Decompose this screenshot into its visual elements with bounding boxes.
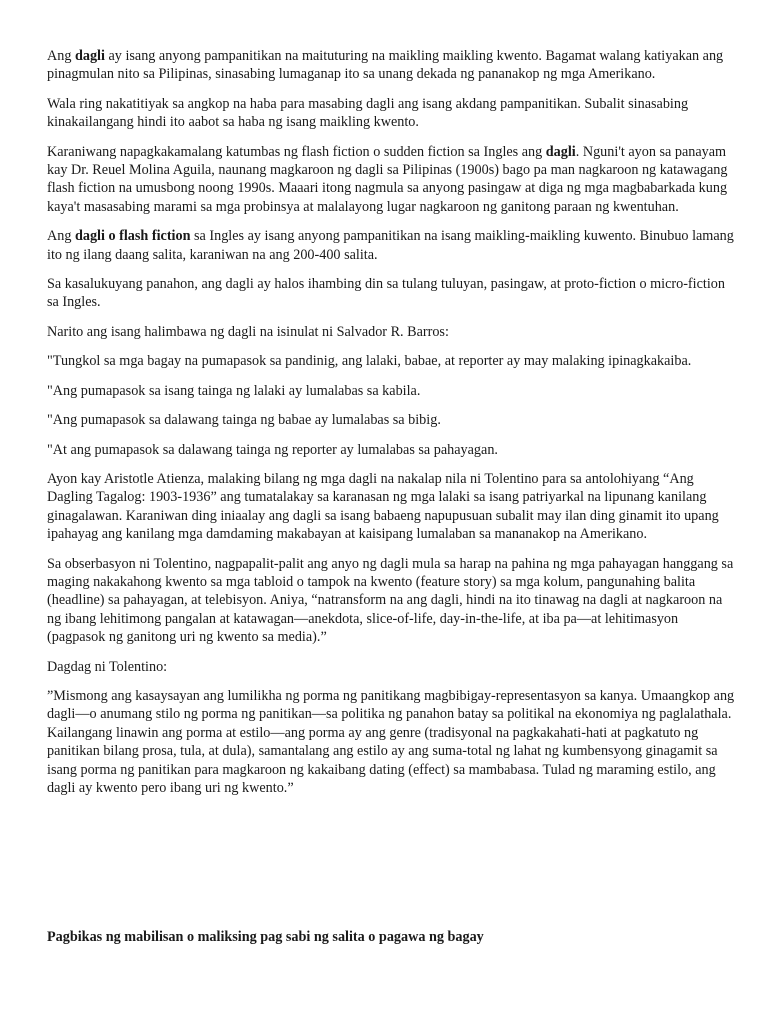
paragraph-intro — [47, 47, 737, 84]
paragraph-comparison: Sa kasalukuyang panahon, ang dagli ay halos ihambing din sa tulang tuluyan, pasingaw, at proto-fiction o micro-fiction sa Ingles. — [47, 276, 725, 311]
paragraph-example-intro: Narito ang isang halimbawa ng dagli na isinulat ni Salvador R. Barros: — [47, 323, 449, 340]
paragraph-tolentino-quote: ”Mismong ang kasaysayan ang lumilikha ng porma ng panitikang magbibigay-representasyon sa kanya. Umaangkop ang dagli—o anumang stilo ng porma ng panitikan—sa politika ng panahon batay sa politikal na ekonomiya ng paglalathala. Kailangang linawin ang porma at estilo—ang porma ay ang genre (tradisyonal na pagkakahati-hati at pagkatuto ng panitikan bilang prosa, tula, at dula), samantalang ang estilo ay ang suma-total ng lahat ng kumbensyong ginagamit sa isang porma ng panitikan para magkaroon ng kakaibang dating (effect) sa mambabasa. Tulad ng maraming estilo, ang dagli ay kwento pero ibang uri ng kwento.” — [47, 687, 735, 796]
paragraph-text: Ang — [47, 228, 75, 245]
paragraph-text: Karaniwang napagkakamalang katumbas ng flash fiction o sudden fiction sa Ingles ang — [47, 143, 546, 160]
bold-term: dagli o flash fiction — [74, 228, 191, 245]
quote-line-4: "At ang pumapasok sa dalawang tainga ng reporter ay lumalabas sa pahayagan. — [47, 441, 498, 458]
paragraph-atienza: Ayon kay Aristotle Atienza, malaking bilang ng mga dagli na nakalap nila ni Tolentino para sa antolohiyang “Ang Dagling Tagalog: 1903-1936” ang tumatalakay sa karanasan ng mga lalaki sa isang patriyarkal na lipunang kanilang ginagalawan. Karaniwan ding iniaalay ang dagli sa isang babaeng napupusuan subalit may ilan ding ginamit ito upang ipahayag ang kanilang mga damdaming makabayan at kaisipang lumalaban sa mananakop na Amerikano. — [47, 470, 719, 543]
paragraph-text: ay isang anyong pampanitikan na maituturing na maikling maikling kwento. Bagamat walang katiyakan ang pinagmulan nito sa Pilipinas, sinasabing lumaganap ito sa unang dekada ng pananakop ng mga Amerikano. — [47, 48, 724, 83]
bold-term: dagli — [74, 48, 105, 64]
bold-term: dagli — [545, 143, 576, 160]
paragraph-text: sa Ingles ay isang anyong pampanitikan na isang maikling-maikling kuwento. Binubuo lamang ito ng ilang daang salita, karaniwan na ang 200-400 salita. — [47, 228, 734, 263]
paragraph-text: Ang — [47, 48, 75, 64]
paragraph-dagdag: Dagdag ni Tolentino: — [47, 658, 168, 675]
paragraph-length: Wala ring nakatitiyak sa angkop na haba para masabing dagli ang isang akdang pampanitikan. Subalit sinasabing kinakailangang hindi ito aabot sa haba ng isang maikling kwento. — [47, 95, 689, 131]
quote-line-3: "Ang pumapasok sa dalawang tainga ng babae ay lumalabas sa bibig. — [47, 412, 441, 429]
paragraph-text: . Nguni't ayon sa panayam kay Dr. Reuel Molina Aguila, naunang magkaroon ng dagli sa Pilipinas (1900s) bago pa man nagkaroon ng katawagang flash fiction na umusbong noong 1990s. Maaari itong nagmula sa anyong pasingaw at diga ng mga magbabarkada kung kaya't masasabing marami sa mga probinsya at malalayong lugar nagkaroon ng ganitong paraan ng kwentuhan. — [47, 143, 728, 215]
quote-line-1: "Tungkol sa mga bagay na pumapasok sa pandinig, ang lalaki, babae, at reporter ay may malaking ipinagkakaiba. — [47, 353, 692, 370]
paragraph-flash-fiction — [47, 143, 737, 217]
document-body — [47, 47, 737, 808]
paragraph-tolentino-observation: Sa obserbasyon ni Tolentino, nagpapalit-palit ang anyo ng dagli mula sa harap na pahina ng mga pahayagan hanggang sa maging nakakahong kwento sa mga tabloid o tampok na kwento (feature story) sa mga kolum, pangunahing balita (headline) sa pahayagan, at telebisyon. Aniya, “natransform na ang dagli, hindi na ito tinawag na dagli at nagkaroon na ng ibang lehitimong pangalan at katawagan—anekdota, slice-of-life, day-in-the-life, at iba pa—at lehitimasyon (pagpasok ng ganitong uri ng kwento sa media).” — [47, 555, 734, 646]
quote-line-2: "Ang pumapasok sa isang tainga ng lalaki ay lumalabas sa kabila. — [47, 382, 421, 399]
paragraph-definition — [47, 227, 737, 264]
section-heading: Pagbikas ng mabilisan o maliksing pag sabi ng salita o pagawa ng bagay — [47, 929, 484, 945]
